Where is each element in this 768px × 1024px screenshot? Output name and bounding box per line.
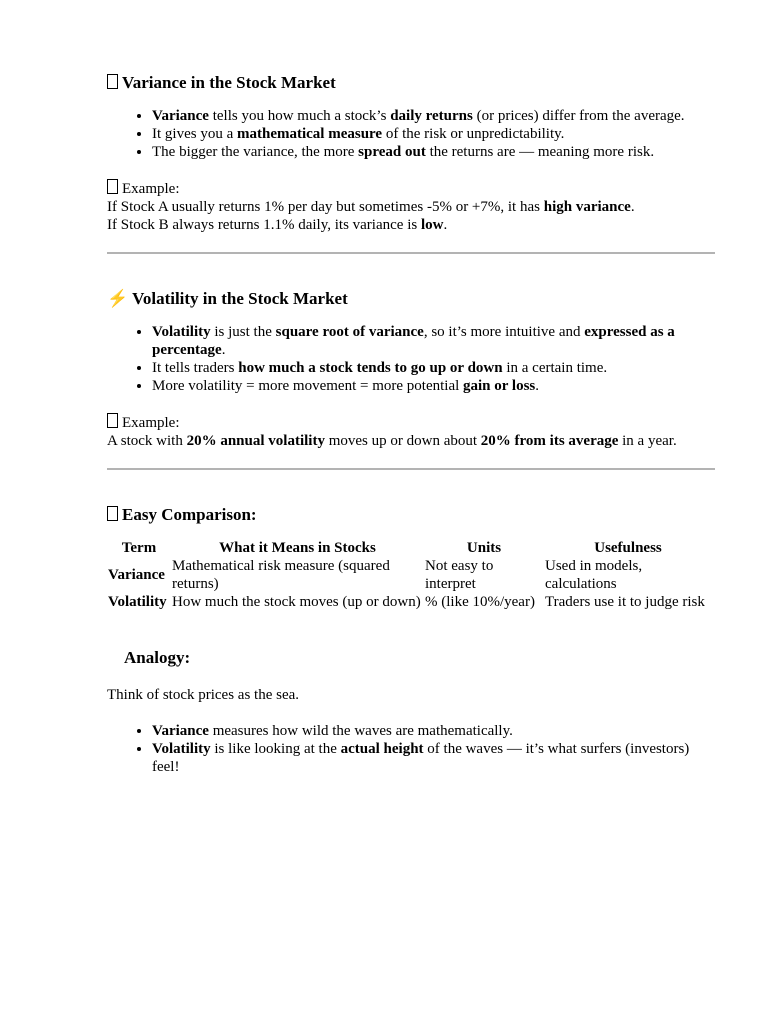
variance-example-label: Example:: [107, 179, 715, 198]
memo-icon: [107, 506, 118, 521]
list-item: • The bigger the variance, the more spread out the returns are — meaning more risk.: [152, 143, 715, 161]
comparison-table: [107, 539, 712, 611]
list-item: • Volatility is just the square root of variance, so it’s more intuitive and expressed as a percentage.: [152, 323, 715, 359]
divider: [107, 252, 715, 254]
column-header: What it Means in Stocks: [219, 540, 376, 556]
comparison-heading: Easy Comparison:: [107, 502, 715, 528]
variance-bullet-list: [107, 107, 715, 161]
variance-example-line-2: If Stock B always returns 1.1% daily, its variance is low.: [107, 217, 448, 233]
table-cell: Used in models, calculations: [545, 558, 643, 592]
table-cell: Not easy to interpret: [425, 558, 494, 592]
analogy-heading: Analogy:: [124, 648, 191, 667]
lightbulb-icon: [107, 413, 118, 428]
table-cell: % (like 10%/year): [425, 594, 535, 610]
volatility-example-label: Example:: [107, 413, 715, 432]
divider: [107, 468, 715, 470]
volatility-example-line: A stock with 20% annual volatility moves up or down about 20% from its average in a year.: [107, 433, 677, 449]
chart-icon: [107, 74, 118, 89]
volatility-bullet-list: [107, 323, 715, 395]
table-header-row: [107, 539, 712, 557]
table-cell: Mathematical risk measure (squared returns): [172, 558, 390, 592]
column-header: Term: [121, 540, 157, 556]
column-header: Usefulness: [594, 540, 662, 556]
list-item: • Variance measures how wild the waves are mathematically.: [152, 722, 715, 740]
table-cell: Traders use it to judge risk: [545, 594, 705, 610]
table-row: [107, 557, 712, 593]
table-cell: Volatility: [108, 594, 167, 610]
list-item: • It gives you a mathematical measure of the risk or unpredictability.: [152, 125, 715, 143]
list-item: • It tells traders how much a stock tends to go up or down in a certain time.: [152, 359, 715, 377]
table-cell: Variance: [108, 567, 165, 583]
lightning-icon: ⚡: [107, 289, 129, 308]
document-content: [107, 70, 715, 776]
column-header: Units: [466, 540, 502, 556]
list-item: • More volatility = more movement = more potential gain or loss.: [152, 377, 715, 395]
list-item: • Variance tells you how much a stock’s daily returns (or prices) differ from the average.: [152, 107, 715, 125]
lightbulb-icon: [107, 179, 118, 194]
variance-heading: Variance in the Stock Market: [107, 70, 715, 96]
table-cell: How much the stock moves (up or down): [172, 594, 421, 610]
analogy-intro: Think of stock prices as the sea.: [107, 687, 300, 703]
variance-example-line-1: If Stock A usually returns 1% per day but sometimes -5% or +7%, it has high variance.: [107, 199, 635, 215]
table-row: [107, 593, 712, 611]
analogy-bullet-list: [107, 722, 715, 776]
volatility-heading: ⚡ Volatility in the Stock Market: [107, 286, 715, 312]
list-item: • Volatility is like looking at the actual height of the waves — it’s what surfers (investors) feel!: [152, 740, 715, 776]
